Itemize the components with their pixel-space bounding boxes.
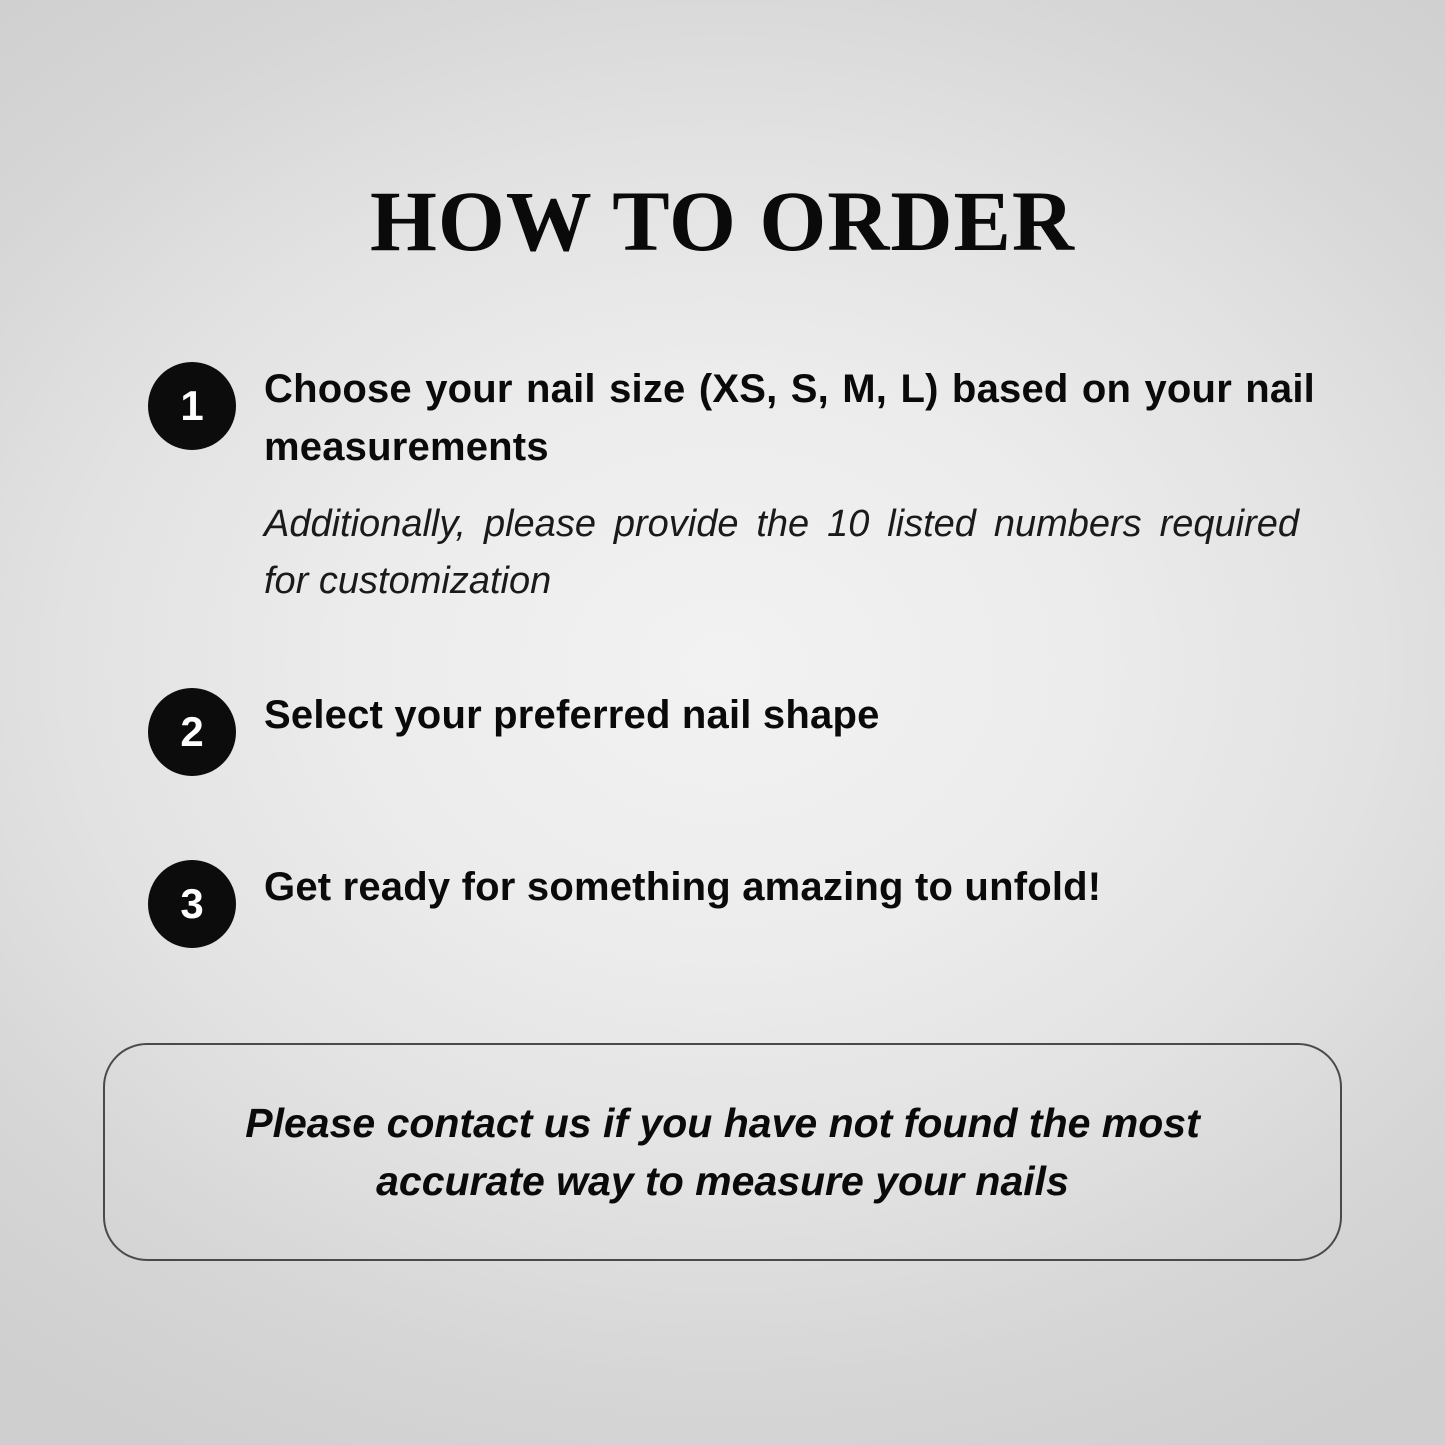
page-title: HOW TO ORDER	[370, 173, 1075, 269]
contact-notice-box	[103, 1043, 1342, 1261]
step-text-1: Choose your nail size (XS, S, M, L) based on your nail measurements	[264, 367, 1315, 469]
step-number-badge-2: 2	[148, 688, 236, 776]
step-body-3	[264, 858, 1315, 916]
step-item-2	[148, 686, 1315, 776]
step-text-3: Get ready for something amazing to unfold!	[264, 865, 1102, 909]
step-text-2: Select your preferred nail shape	[264, 693, 880, 737]
step-item-3	[148, 858, 1315, 948]
step-subtext-1: Additionally, please provide the 10 listed numbers required for customization	[264, 503, 1299, 602]
steps-list	[0, 360, 1445, 948]
step-body-2	[264, 686, 1315, 744]
step-number-badge-3: 3	[148, 860, 236, 948]
step-item-1	[148, 360, 1315, 610]
contact-notice-text: Please contact us if you have not found the most accurate way to measure your nails	[245, 1099, 1200, 1204]
step-number-badge-1: 1	[148, 362, 236, 450]
step-body-1	[264, 360, 1315, 610]
